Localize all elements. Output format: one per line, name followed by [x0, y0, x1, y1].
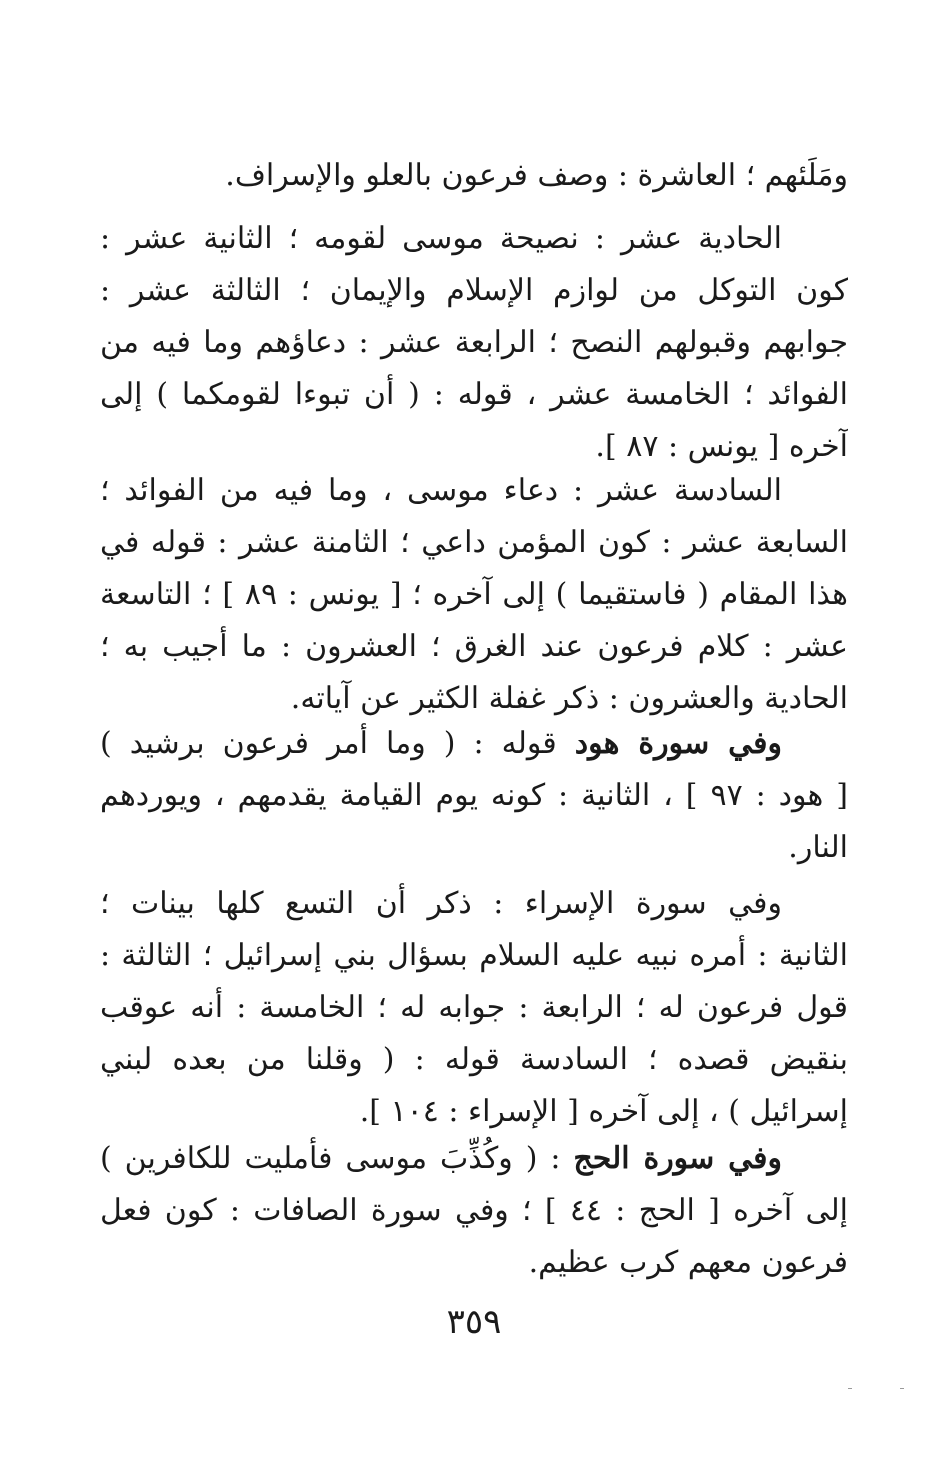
text-line: فرعون معهم كرب عظيم. [528, 1245, 848, 1280]
text-line: الحادية والعشرون : ذكر غفلة الكثير عن آياته. [290, 681, 848, 716]
text-line: قول فرعون له ؛ الرابعة : جوابه له ؛ الخامسة : أنه عوقب [100, 990, 848, 1025]
surah-heading-hajj: وفي سورة الحج [573, 1141, 782, 1176]
book-page [100, 0, 848, 1474]
paragraph-5 [100, 878, 848, 1138]
text-line: هذا المقام ( فاستقيما ) إلى آخره ؛ [ يونس : ٨٩ ] ؛ التاسعة [100, 577, 848, 612]
text-line: ومَلَئهم ؛ العاشرة : وصف فرعون بالعلو والإسراف. [225, 158, 848, 193]
text-line: [ هود : ٩٧ ] ، الثانية : كونه يوم القيامة يقدمهم ، ويوردهم [100, 778, 848, 813]
text-line: كون التوكل من لوازم الإسلام والإيمان ؛ الثالثة عشر : [100, 273, 848, 308]
paragraph-3 [100, 465, 848, 725]
paragraph-4 [100, 718, 848, 874]
text-line: الحادية عشر : نصيحة موسى لقومه ؛ الثانية عشر : [100, 221, 782, 256]
paragraph-1 [100, 150, 848, 202]
scan-speck [848, 1388, 852, 1389]
surah-heading-hud: وفي سورة هود [574, 726, 783, 761]
text-line: السادسة عشر : دعاء موسى ، وما فيه من الفوائد ؛ [100, 473, 782, 508]
text-line: جوابهم وقبولهم النصح ؛ الرابعة عشر : دعاؤهم وما فيه من [100, 325, 848, 360]
text-line: السابعة عشر : كون المؤمن داعي ؛ الثامنة عشر : قوله في [100, 525, 848, 560]
scan-speck [900, 1388, 904, 1389]
text-line: النار. [788, 830, 848, 865]
text-fragment: قوله : ( وما أمر فرعون برشيد ) [100, 726, 575, 761]
text-line [100, 1133, 848, 1185]
page-number: ٣٥٩ [446, 1302, 502, 1342]
text-line: عشر : كلام فرعون عند الغرق ؛ العشرون : ما أجيب به ؛ [100, 629, 848, 664]
text-line: إلى آخره [ الحج : ٤٤ ] ؛ وفي سورة الصافات : كون فعل [100, 1193, 848, 1228]
text-line: وفي سورة الإسراء : ذكر أن التسع كلها بينات ؛ [100, 886, 782, 921]
text-line: بنقيض قصده ؛ السادسة قوله : ( وقلنا من بعده لبني [100, 1042, 848, 1077]
text-line: الثانية : أمره نبيه عليه السلام بسؤال بني إسرائيل ؛ الثالثة : [100, 938, 848, 973]
text-fragment: : ( وكُذِّبَ موسى فأمليت للكافرين ) [100, 1141, 574, 1176]
paragraph-2 [100, 213, 848, 473]
text-line: آخره [ يونس : ٨٧ ]. [595, 429, 848, 464]
paragraph-6 [100, 1133, 848, 1289]
text-line: الفوائد ؛ الخامسة عشر ، قوله : ( أن تبوءا لقومكما ) إلى [100, 377, 848, 412]
text-line [100, 718, 848, 770]
text-line: إسرائيل ) ، إلى آخره [ الإسراء : ١٠٤ ]. [359, 1094, 848, 1129]
